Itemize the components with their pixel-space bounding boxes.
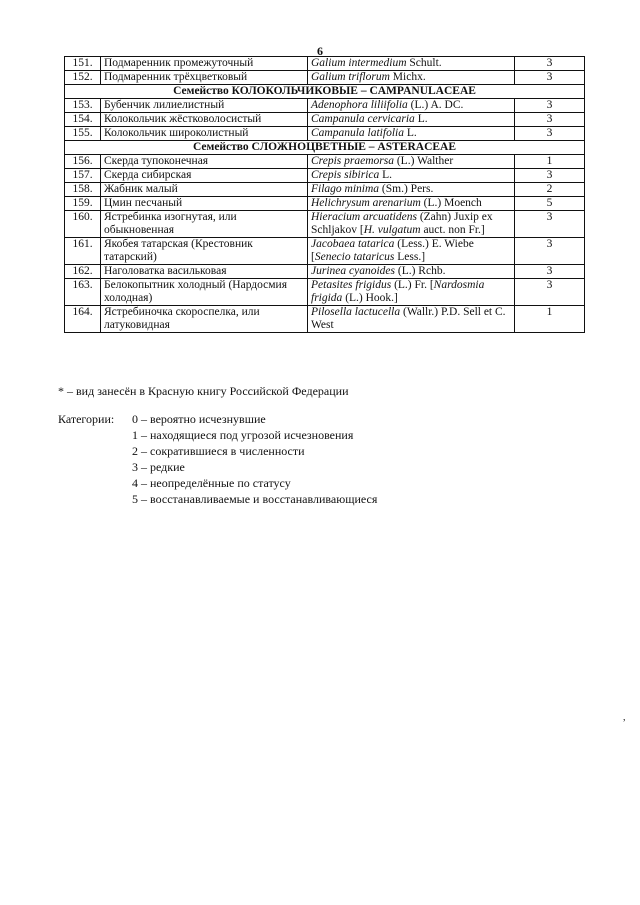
row-number: 161. bbox=[65, 238, 101, 265]
latin-name bbox=[308, 127, 515, 141]
categories-label: Категории: bbox=[58, 412, 115, 426]
status-category: 3 bbox=[515, 279, 585, 306]
margin-mark: , bbox=[623, 712, 626, 723]
latin-name-italic: Hieracium arcuatidens bbox=[311, 211, 417, 223]
latin-name-italic: Adenophora liliifolia bbox=[311, 99, 408, 111]
latin-name bbox=[308, 155, 515, 169]
status-category: 2 bbox=[515, 183, 585, 197]
row-number: 159. bbox=[65, 197, 101, 211]
latin-name-author: L. bbox=[379, 169, 393, 181]
latin-name-author: (Zahn) Juxip ex Schljakov [ bbox=[311, 211, 493, 236]
status-category: 3 bbox=[515, 211, 585, 238]
latin-name-author: Less.] bbox=[394, 251, 426, 263]
table-row bbox=[65, 279, 585, 306]
table-row bbox=[65, 169, 585, 183]
russian-name: Подмаренник трёхцветковый bbox=[101, 71, 308, 85]
russian-name: Скерда тупоконечная bbox=[101, 155, 308, 169]
latin-name bbox=[308, 238, 515, 265]
table-row bbox=[65, 99, 585, 113]
table-row bbox=[65, 211, 585, 238]
table-row bbox=[65, 306, 585, 333]
latin-name-author: L. bbox=[414, 113, 428, 125]
row-number: 152. bbox=[65, 71, 101, 85]
latin-name-author: (L.) A. DC. bbox=[407, 99, 464, 111]
category-item: 2 – сократившиеся в численности bbox=[132, 444, 305, 458]
latin-name-italic: Nardosmia frigida bbox=[311, 279, 485, 304]
page-number: 6 bbox=[317, 44, 323, 58]
table-row bbox=[65, 265, 585, 279]
category-item: 1 – находящиеся под угрозой исчезновения bbox=[132, 428, 354, 442]
status-category: 1 bbox=[515, 306, 585, 333]
status-category: 3 bbox=[515, 57, 585, 71]
russian-name: Ястребиночка скороспелка, или латуковидная bbox=[101, 306, 308, 333]
latin-name-author: (Less.) E. Wiebe [ bbox=[311, 238, 474, 263]
latin-name-author: Michx. bbox=[389, 71, 426, 83]
latin-name bbox=[308, 113, 515, 127]
family-header: Семейство СЛОЖНОЦВЕТНЫЕ – ASTERACEAE bbox=[65, 141, 585, 155]
latin-name-italic: Galium intermedium bbox=[311, 57, 407, 69]
row-number: 157. bbox=[65, 169, 101, 183]
latin-name bbox=[308, 306, 515, 333]
row-number: 163. bbox=[65, 279, 101, 306]
row-number: 158. bbox=[65, 183, 101, 197]
latin-name-italic: Pilosella lactucella bbox=[311, 306, 401, 318]
latin-name bbox=[308, 197, 515, 211]
latin-name-author: (L.) Fr. [ bbox=[391, 279, 434, 291]
status-category: 3 bbox=[515, 113, 585, 127]
russian-name: Белокопытник холодный (Нардосмия холодная) bbox=[101, 279, 308, 306]
status-category: 5 bbox=[515, 197, 585, 211]
row-number: 156. bbox=[65, 155, 101, 169]
row-number: 162. bbox=[65, 265, 101, 279]
family-header-row bbox=[65, 85, 585, 99]
row-number: 164. bbox=[65, 306, 101, 333]
russian-name: Бубенчик лилиелистный bbox=[101, 99, 308, 113]
latin-name-author: (Sm.) Pers. bbox=[379, 183, 434, 195]
row-number: 155. bbox=[65, 127, 101, 141]
russian-name: Цмин песчаный bbox=[101, 197, 308, 211]
latin-name bbox=[308, 169, 515, 183]
latin-name-author: L. bbox=[403, 127, 417, 139]
latin-name-italic: Jurinea cyanoides bbox=[311, 265, 395, 277]
russian-name: Ястребинка изогнутая, или обыкновенная bbox=[101, 211, 308, 238]
table-row bbox=[65, 57, 585, 71]
row-number: 153. bbox=[65, 99, 101, 113]
latin-name-italic: Campanula cervicaria bbox=[311, 113, 415, 125]
latin-name bbox=[308, 99, 515, 113]
status-category: 3 bbox=[515, 169, 585, 183]
latin-name-italic: H. vulgatum bbox=[363, 224, 421, 236]
latin-name-italic: Helichrysum arenarium bbox=[311, 197, 421, 209]
latin-name-italic: Jacobaea tatarica bbox=[311, 238, 395, 250]
russian-name: Наголоватка васильковая bbox=[101, 265, 308, 279]
table-row bbox=[65, 127, 585, 141]
row-number: 154. bbox=[65, 113, 101, 127]
latin-name-author: (L.) Hook.] bbox=[342, 292, 398, 304]
status-category: 3 bbox=[515, 265, 585, 279]
latin-name bbox=[308, 71, 515, 85]
latin-name-italic: Crepis sibirica bbox=[311, 169, 380, 181]
latin-name-author: (L.) Rchb. bbox=[395, 265, 446, 277]
latin-name-italic: Campanula latifolia bbox=[311, 127, 404, 139]
red-book-footnote: * – вид занесён в Красную книгу Российской Федерации bbox=[58, 384, 349, 398]
family-header-row bbox=[65, 141, 585, 155]
latin-name-italic: Crepis praemorsa bbox=[311, 155, 394, 167]
categories-list bbox=[132, 411, 532, 507]
latin-name-author: (L.) Moench bbox=[420, 197, 482, 209]
species-table bbox=[64, 56, 585, 333]
table-row bbox=[65, 71, 585, 85]
latin-name bbox=[308, 57, 515, 71]
status-category: 3 bbox=[515, 127, 585, 141]
species-table-body bbox=[65, 57, 585, 333]
latin-name bbox=[308, 279, 515, 306]
status-category: 3 bbox=[515, 71, 585, 85]
category-item: 4 – неопределённые по статусу bbox=[132, 476, 291, 490]
russian-name: Скерда сибирская bbox=[101, 169, 308, 183]
latin-name bbox=[308, 183, 515, 197]
latin-name-author: (L.) Walther bbox=[393, 155, 454, 167]
russian-name: Жабник малый bbox=[101, 183, 308, 197]
latin-name bbox=[308, 265, 515, 279]
category-item: 3 – редкие bbox=[132, 460, 185, 474]
latin-name-italic: Galium triflorum bbox=[311, 71, 390, 83]
russian-name: Колокольчик широколистный bbox=[101, 127, 308, 141]
russian-name: Подмаренник промежуточный bbox=[101, 57, 308, 71]
table-row bbox=[65, 183, 585, 197]
latin-name-italic: Senecio tataricus bbox=[314, 251, 395, 263]
table-row bbox=[65, 197, 585, 211]
status-category: 3 bbox=[515, 99, 585, 113]
status-category: 3 bbox=[515, 238, 585, 265]
latin-name-italic: Petasites frigidus bbox=[311, 279, 392, 291]
latin-name-author: (Wallr.) P.D. Sell et C. West bbox=[311, 306, 506, 331]
russian-name: Колокольчик жёстковолосистый bbox=[101, 113, 308, 127]
status-category: 1 bbox=[515, 155, 585, 169]
table-row bbox=[65, 113, 585, 127]
latin-name-italic: Filago minima bbox=[311, 183, 380, 195]
latin-name bbox=[308, 211, 515, 238]
category-item: 5 – восстанавливаемые и восстанавливающиеся bbox=[132, 492, 378, 506]
row-number: 160. bbox=[65, 211, 101, 238]
category-item: 0 – вероятно исчезнувшие bbox=[132, 412, 266, 426]
latin-name-author: Schult. bbox=[406, 57, 442, 69]
latin-name-author: auct. non Fr.] bbox=[420, 224, 485, 236]
family-header: Семейство КОЛОКОЛЬЧИКОВЫЕ – CAMPANULACEAE bbox=[65, 85, 585, 99]
russian-name: Якобея татарская (Крестовник татарский) bbox=[101, 238, 308, 265]
table-row bbox=[65, 155, 585, 169]
table-row bbox=[65, 238, 585, 265]
row-number: 151. bbox=[65, 57, 101, 71]
